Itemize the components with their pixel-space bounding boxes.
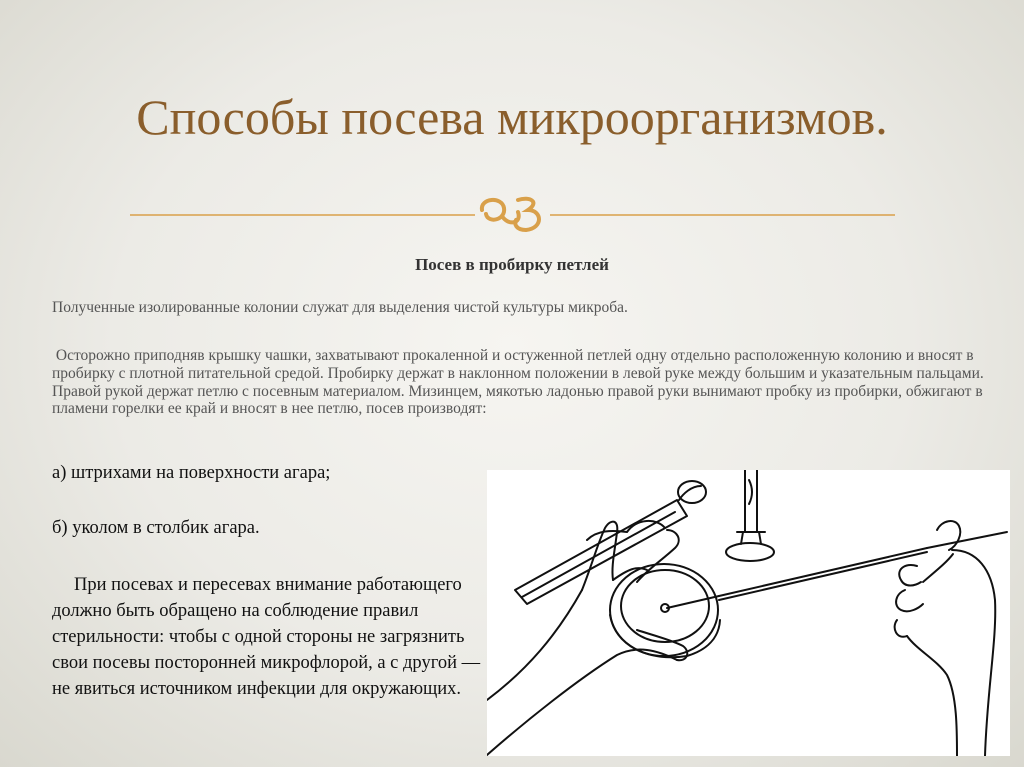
section-subtitle: Посев в пробирку петлей xyxy=(415,255,609,274)
method-stab: б) уколом в столбик агара. xyxy=(52,518,260,538)
inoculation-illustration xyxy=(487,470,1010,756)
paragraph-procedure-text: Осторожно приподняв крышку чашки, захватывают прокаленной и остуженной петлей одну отдельно расположенную колонию и вносят в пробирку с плотной питательной средой. Пробирку держат в наклонном положении в левой руке между большим и указательным пальцами. Правой рукой держат петлю с посевным материалом. Мизинцем, мякотью ладонью правой руки вынимают пробку из пробирки, обжигают в пламени горелки ее край и вносят в нее петлю, посев производят: xyxy=(52,347,984,418)
title-divider xyxy=(130,190,895,240)
left-hand-illustration xyxy=(487,521,687,755)
swirl-ornament-icon xyxy=(482,199,539,230)
paragraph-procedure xyxy=(52,347,987,418)
slide-title: Способы посева микроорганизмов. xyxy=(136,89,888,145)
method-streak: а) штрихами на поверхности агара; xyxy=(52,463,331,483)
test-tube-illustration xyxy=(515,481,706,604)
petri-dish-illustration xyxy=(610,564,720,657)
paragraph-colonies: Полученные изолированные колонии служат для выделения чистой культуры микроба. xyxy=(52,299,628,316)
burner-illustration xyxy=(726,470,774,561)
sterility-note: При посевах и пересевах внимание работающего должно быть обращено на соблюдение правил стерильности: чтобы с одной стороны не загрязнить свои посевы посторонней микрофлорой, а с другой — не явиться источником инфекции для окружающих. xyxy=(52,575,481,699)
